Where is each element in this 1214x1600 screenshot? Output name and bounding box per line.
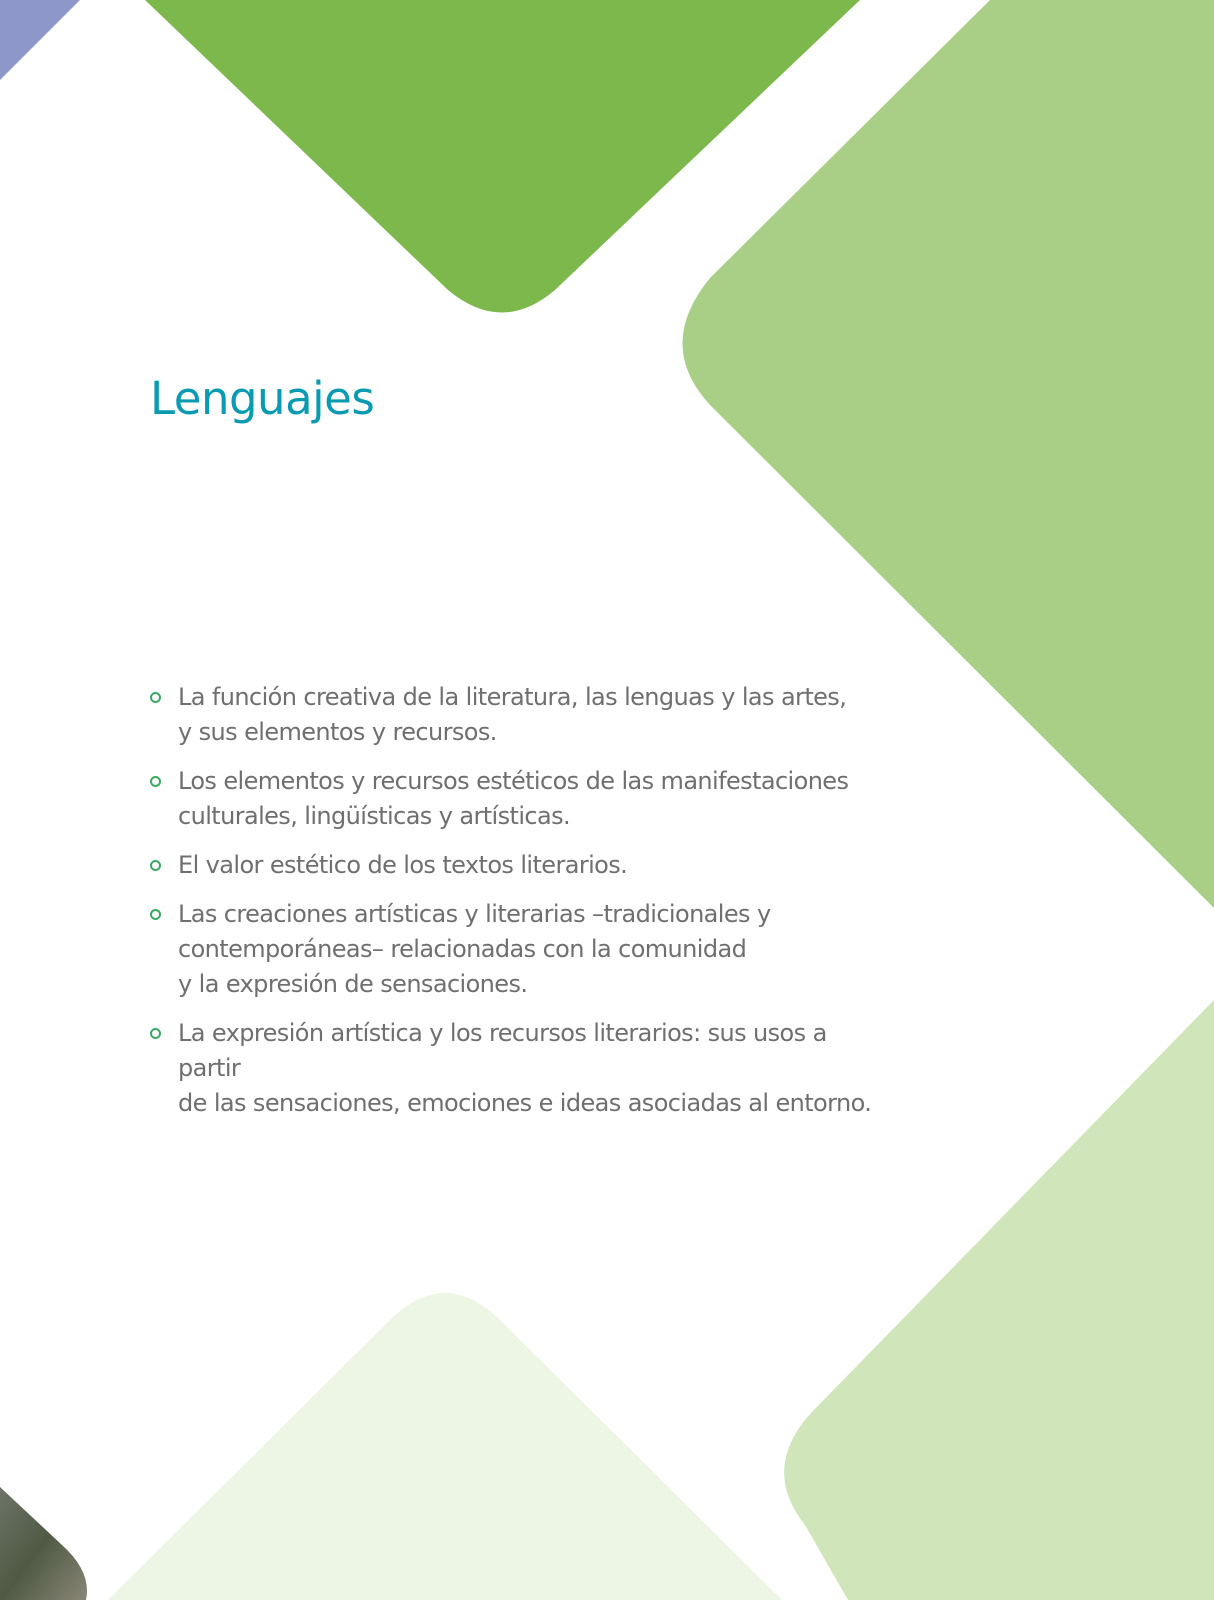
page-title: Lenguajes [150,372,375,425]
list-item-text: Las creaciones artísticas y literarias –tradicionales y contemporáneas– relacionadas con la comunidad y la expresión de sensaciones. [178,900,771,998]
purple-corner-shape [0,0,80,80]
list-item-text: La expresión artística y los recursos literarios: sus usos a partir de las sensaciones, emociones e ideas asociadas al entorno. [178,1019,872,1117]
circle-bullet-icon [150,1028,161,1039]
topic-list [150,680,890,1135]
circle-bullet-icon [150,909,161,920]
list-item [150,848,890,883]
list-item-text: La función creativa de la literatura, las lenguas y las artes, y sus elementos y recursos. [178,683,847,746]
circle-bullet-icon [150,692,161,703]
list-item-text: El valor estético de los textos literarios. [178,851,628,879]
list-item-text: Los elementos y recursos estéticos de las manifestaciones culturales, lingüísticas y artísticas. [178,767,849,830]
list-item [150,764,890,834]
circle-bullet-icon [150,860,161,871]
list-item [150,680,890,750]
very-pale-green-diamond-shape [108,1293,782,1600]
photo-corner-shape [0,1487,87,1600]
list-item [150,1016,890,1121]
list-item [150,897,890,1002]
circle-bullet-icon [150,776,161,787]
